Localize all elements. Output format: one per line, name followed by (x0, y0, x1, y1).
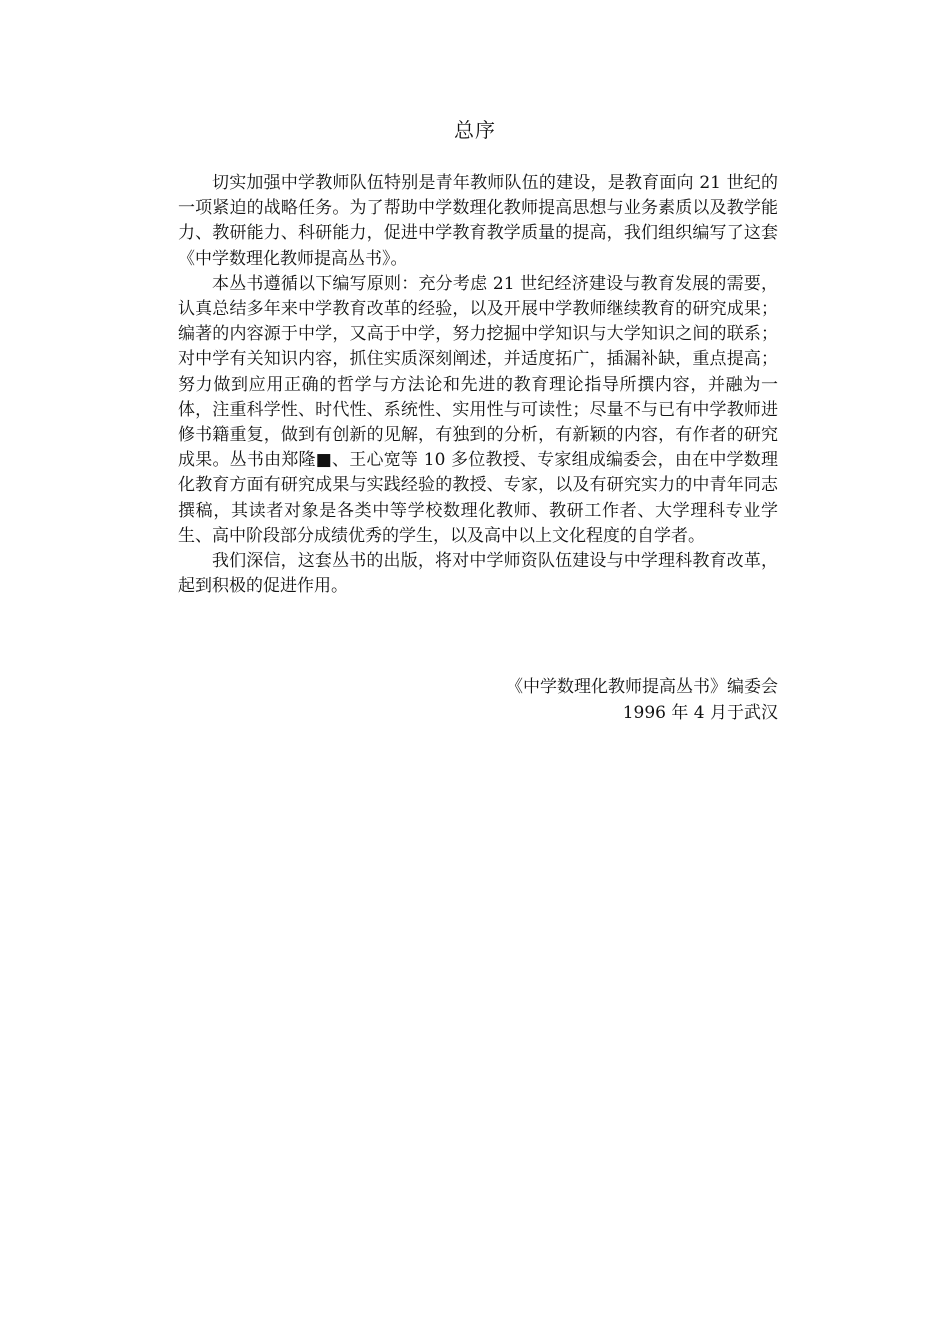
signature-block (400, 674, 778, 726)
date-place: 1996 年 4 月于武汉 (622, 703, 778, 723)
paragraph-1: 切实加强中学教师队伍特别是青年教师队伍的建设，是教育面向 21 世纪的一项紧迫的战略任务。为了帮助中学数理化教师提高思想与业务素质以及教学能力、教研能力、科研能力，促进中学教育教学质量的提高，我们组织编写了这套《中学数理化教师提高丛书》。 (178, 173, 778, 269)
committee-signature: 《中学数理化教师提高丛书》编委会 (506, 677, 778, 697)
paragraph-3: 我们深信，这套丛书的出版，将对中学师资队伍建设与中学理科教育改革，起到积极的促进作用。 (178, 551, 778, 597)
paragraph-2: 本丛书遵循以下编写原则：充分考虑 21 世纪经济建设与教育发展的需要，认真总结多年来中学教育改革的经验，以及开展中学教师继续教育的研究成果；编著的内容源于中学，又高于中学，努力挖掘中学知识与大学知识之间的联系；对中学有关知识内容，抓住实质深刻阐述，并适度拓广，插漏补缺，重点提高；努力做到应用正确的哲学与方法论和先进的教育理论指导所撰内容，并融为一体，注重科学性、时代性、系统性、实用性与可读性；尽量不与已有中学教师进修书籍重复，做到有创新的见解，有独到的分析，有新颖的内容，有作者的研究成果。丛书由郑隆■、王心宽等 10 多位教授、专家组成编委会，由在中学数理化教育方面有研究成果与实践经验的教授、专家，以及有研究实力的中青年同志撰稿，其读者对象是各类中等学校数理化教师、教研工作者、大学理科专业学生、高中阶段部分成绩优秀的学生，以及高中以上文化程度的自学者。 (178, 273, 778, 546)
preface-body (178, 171, 778, 599)
document-title: 总序 (454, 118, 496, 142)
